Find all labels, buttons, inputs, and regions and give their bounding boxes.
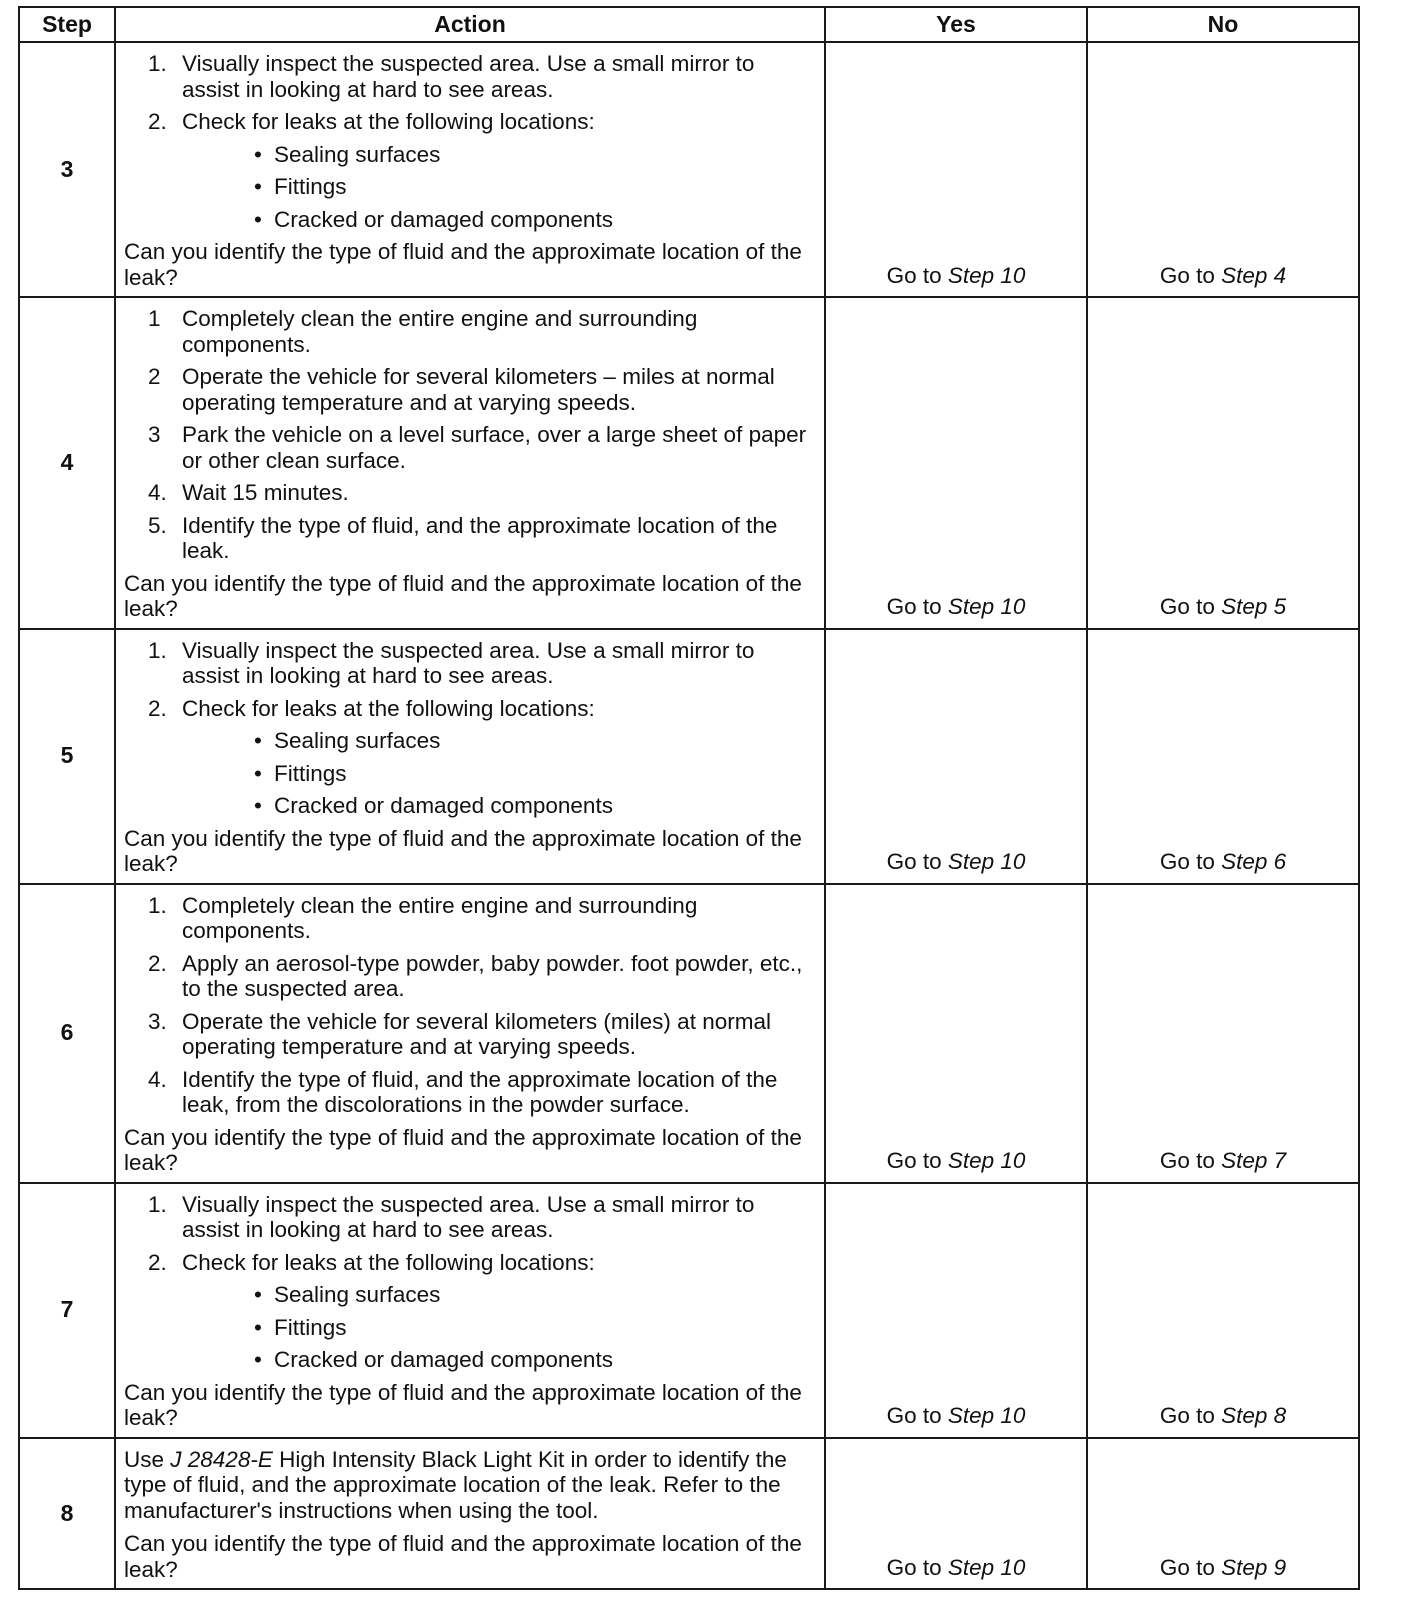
- yes-cell: [825, 884, 1087, 1183]
- action-item: [124, 480, 812, 506]
- action-list: [124, 1192, 812, 1373]
- location-list: [182, 142, 812, 233]
- step-number: 4: [19, 297, 115, 629]
- goto-prefix: Go to: [1159, 849, 1222, 874]
- header-step: Step: [19, 7, 115, 42]
- action-cell: [115, 1183, 825, 1438]
- action-item: [124, 51, 812, 102]
- action-item: [124, 1250, 812, 1373]
- yes-cell: [825, 42, 1087, 297]
- goto-step-link[interactable]: Step 7: [1221, 1148, 1287, 1173]
- action-item: [124, 1009, 812, 1060]
- no-cell: [1087, 629, 1359, 884]
- action-item: [124, 951, 812, 1002]
- instruction-pre: Use: [124, 1446, 171, 1472]
- item-number: 2: [148, 364, 161, 389]
- no-cell: [1087, 42, 1359, 297]
- goto-step-link[interactable]: Step 10: [947, 1554, 1026, 1580]
- location-list: [182, 1282, 812, 1373]
- location-text: Fittings: [274, 760, 347, 786]
- bullet-icon: •: [254, 1282, 262, 1307]
- question-text: Can you identify the type of fluid and the approximate location of the leak?: [124, 1124, 802, 1175]
- item-text: Visually inspect the suspected area. Use a small mirror to assist in looking at hard to see areas.: [182, 51, 755, 102]
- item-text: Completely clean the entire engine and surrounding components.: [182, 892, 698, 943]
- item-number: 5.: [148, 512, 167, 538]
- action-item: [124, 1067, 812, 1118]
- action-item: [124, 1192, 812, 1243]
- location-text: Cracked or damaged components: [274, 1347, 613, 1372]
- action-item: [124, 364, 812, 415]
- item-text: Completely clean the entire engine and surrounding components.: [182, 306, 698, 357]
- goto-prefix: Go to: [886, 1403, 948, 1428]
- step-number: 8: [19, 1438, 115, 1590]
- step-number: 7: [19, 1183, 115, 1438]
- yes-cell: [825, 629, 1087, 884]
- yes-cell: [825, 1183, 1087, 1438]
- item-number: 1.: [148, 51, 167, 76]
- question-text: Can you identify the type of fluid and the approximate location of the leak?: [124, 570, 802, 621]
- bullet-icon: •: [254, 793, 262, 818]
- goto-prefix: Go to: [886, 594, 948, 619]
- action-item: [124, 306, 812, 357]
- location-list: [182, 728, 812, 819]
- goto-prefix: Go to: [886, 262, 948, 288]
- item-number: 4.: [148, 480, 167, 505]
- yes-cell: [825, 297, 1087, 629]
- item-number: 1.: [148, 1191, 167, 1217]
- table-row: [19, 1438, 1359, 1590]
- location-item: [182, 174, 812, 200]
- goto-step-link[interactable]: Step 10: [947, 849, 1026, 874]
- item-number: 2.: [148, 695, 167, 721]
- bullet-icon: •: [254, 141, 262, 167]
- tool-number: J 28428-E: [170, 1446, 273, 1472]
- action-list: [124, 638, 812, 819]
- goto-step-link[interactable]: Step 9: [1221, 1554, 1287, 1580]
- action-item: [124, 696, 812, 819]
- location-item: [182, 1282, 812, 1308]
- header-no: No: [1087, 7, 1359, 42]
- header-action: Action: [115, 7, 825, 42]
- action-list: [124, 306, 812, 564]
- item-text: Check for leaks at the following locations:: [182, 109, 595, 134]
- location-text: Fittings: [274, 174, 347, 199]
- goto-step-link[interactable]: Step 4: [1221, 262, 1287, 288]
- item-number: 4.: [148, 1066, 167, 1092]
- goto-step-link[interactable]: Step 10: [947, 1148, 1026, 1173]
- goto-prefix: Go to: [1159, 594, 1222, 619]
- goto-prefix: Go to: [1159, 262, 1222, 288]
- goto-prefix: Go to: [886, 849, 948, 874]
- question-text: Can you identify the type of fluid and the approximate location of the leak?: [124, 239, 802, 290]
- location-text: Fittings: [274, 1314, 347, 1340]
- no-cell: [1087, 1183, 1359, 1438]
- no-cell: [1087, 297, 1359, 629]
- action-item: [124, 109, 812, 232]
- bullet-icon: •: [254, 206, 262, 232]
- item-text: Apply an aerosol-type powder, baby powder. foot powder, etc., to the suspected area.: [182, 950, 803, 1001]
- question-text: Can you identify the type of fluid and the approximate location of the leak?: [124, 1379, 802, 1430]
- action-cell: [115, 297, 825, 629]
- diagnostic-document: [18, 6, 1358, 1590]
- goto-step-link[interactable]: Step 6: [1221, 849, 1287, 874]
- item-number: 2.: [148, 1249, 167, 1275]
- table-header: [19, 7, 1359, 42]
- location-item: [182, 1315, 812, 1341]
- location-item: [182, 793, 812, 819]
- action-item: [124, 422, 812, 473]
- goto-prefix: Go to: [886, 1554, 948, 1580]
- goto-step-link[interactable]: Step 10: [947, 262, 1026, 288]
- goto-prefix: Go to: [1159, 1403, 1222, 1428]
- item-number: 2.: [148, 950, 167, 976]
- action-cell: [115, 629, 825, 884]
- action-list: [124, 893, 812, 1118]
- item-number: 3: [148, 422, 161, 447]
- location-item: [182, 728, 812, 754]
- step-number: 5: [19, 629, 115, 884]
- location-item: [182, 207, 812, 233]
- item-text: Visually inspect the suspected area. Use a small mirror to assist in looking at hard to see areas.: [182, 1191, 755, 1242]
- location-text: Cracked or damaged components: [274, 793, 613, 818]
- bullet-icon: •: [254, 1347, 262, 1372]
- item-text: Visually inspect the suspected area. Use a small mirror to assist in looking at hard to see areas.: [182, 637, 755, 688]
- yes-cell: [825, 1438, 1087, 1590]
- action-cell: [115, 884, 825, 1183]
- header-yes: Yes: [825, 7, 1087, 42]
- table-row: [19, 297, 1359, 629]
- table-row: [19, 629, 1359, 884]
- goto-prefix: Go to: [886, 1148, 948, 1173]
- location-text: Cracked or damaged components: [274, 206, 613, 232]
- no-cell: [1087, 884, 1359, 1183]
- location-item: [182, 761, 812, 787]
- question-text: Can you identify the type of fluid and the approximate location of the leak?: [124, 825, 802, 876]
- location-text: Sealing surfaces: [274, 728, 441, 753]
- action-cell: [115, 1438, 825, 1590]
- location-item: [182, 142, 812, 168]
- bullet-icon: •: [254, 174, 262, 199]
- goto-step-link[interactable]: Step 10: [947, 594, 1026, 619]
- item-text: Identify the type of fluid, and the approximate location of the leak, from the discolorations in the powder surface.: [182, 1066, 778, 1117]
- action-item: [124, 638, 812, 689]
- item-text: Wait 15 minutes.: [182, 480, 349, 505]
- item-text: Identify the type of fluid, and the approximate location of the leak.: [182, 512, 778, 563]
- step-number: 6: [19, 884, 115, 1183]
- table-row: [19, 42, 1359, 297]
- bullet-icon: •: [254, 1314, 262, 1340]
- item-text: Operate the vehicle for several kilometers – miles at normal operating temperature and at varying speeds.: [182, 364, 775, 415]
- table-row: [19, 884, 1359, 1183]
- action-item: [124, 893, 812, 944]
- goto-prefix: Go to: [1159, 1148, 1222, 1173]
- instruction-post: High Intensity Black Light Kit in order to identify the type of fluid, and the approximate location of the leak. Refer to the manufacturer's instructions when using the tool.: [124, 1446, 787, 1523]
- bullet-icon: •: [254, 728, 262, 753]
- item-number: 1: [148, 306, 161, 331]
- item-number: 3.: [148, 1008, 167, 1034]
- header-row: [19, 7, 1359, 42]
- item-number: 2.: [148, 109, 167, 134]
- question-text: Can you identify the type of fluid and the approximate location of the leak?: [124, 1531, 802, 1582]
- item-text: Check for leaks at the following locations:: [182, 1249, 595, 1275]
- step-number: 3: [19, 42, 115, 297]
- goto-step-link[interactable]: Step 8: [1221, 1403, 1287, 1428]
- table-body: [19, 42, 1359, 1589]
- goto-step-link[interactable]: Step 5: [1221, 594, 1287, 619]
- location-text: Sealing surfaces: [274, 1282, 441, 1307]
- no-cell: [1087, 1438, 1359, 1590]
- goto-prefix: Go to: [1159, 1554, 1222, 1580]
- goto-step-link[interactable]: Step 10: [947, 1403, 1026, 1428]
- item-text: Park the vehicle on a level surface, over a large sheet of paper or other clean surface.: [182, 422, 807, 473]
- item-number: 1.: [148, 892, 167, 918]
- item-text: Check for leaks at the following locations:: [182, 695, 595, 721]
- item-number: 1.: [148, 637, 167, 663]
- diagnostic-table: [18, 6, 1360, 1590]
- item-text: Operate the vehicle for several kilometers (miles) at normal operating temperature and at varying speeds.: [182, 1008, 771, 1059]
- action-list: [124, 51, 812, 232]
- instruction-text: [124, 1447, 812, 1524]
- bullet-icon: •: [254, 760, 262, 786]
- action-cell: [115, 42, 825, 297]
- location-text: Sealing surfaces: [274, 141, 441, 167]
- action-item: [124, 513, 812, 564]
- table-row: [19, 1183, 1359, 1438]
- location-item: [182, 1347, 812, 1373]
